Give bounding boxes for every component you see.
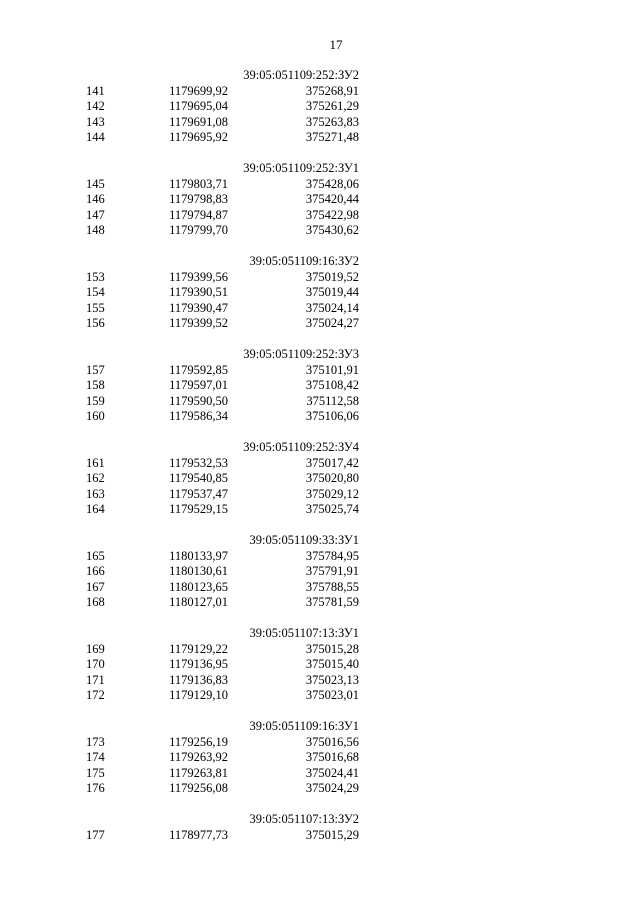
coordinate-row (0, 657, 640, 673)
x-coordinate: 1179540,85 (169, 471, 228, 485)
x-coordinate: 1179136,95 (169, 657, 228, 671)
point-number: 145 (86, 176, 105, 191)
parcel-id (0, 161, 640, 177)
coordinate-row (0, 301, 640, 317)
point-number: 172 (86, 688, 105, 702)
coordinate-row (0, 378, 640, 394)
x-coordinate: 1179136,83 (169, 672, 228, 687)
y-coordinate: 375106,06 (305, 409, 359, 423)
parcel-id (0, 254, 640, 270)
parcel-block (0, 533, 640, 611)
parcel-id-text: 39:05:051109:252:ЗУ4 (243, 440, 359, 454)
x-coordinate: 1179699,92 (169, 83, 228, 98)
point-number: 175 (86, 765, 105, 780)
y-coordinate: 375430,62 (305, 223, 359, 237)
x-coordinate: 1179263,92 (169, 750, 228, 764)
coordinate-row (0, 564, 640, 580)
coordinate-row (0, 409, 640, 425)
point-number: 156 (86, 316, 105, 330)
x-coordinate: 1179390,47 (169, 300, 228, 315)
point-number: 174 (86, 750, 105, 764)
y-coordinate: 375016,68 (305, 750, 359, 764)
x-coordinate: 1179256,08 (169, 781, 228, 795)
coordinate-row (0, 223, 640, 239)
coordinate-row (0, 270, 640, 286)
parcel-id-text: 39:05:051109:252:ЗУ1 (243, 161, 359, 175)
y-coordinate: 375025,74 (305, 502, 359, 516)
parcel-block (0, 812, 640, 843)
x-coordinate: 1180127,01 (169, 595, 228, 609)
parcel-id-text: 39:05:051109:252:ЗУ3 (243, 347, 359, 361)
x-coordinate: 1179399,56 (169, 269, 228, 284)
point-number: 144 (86, 130, 105, 144)
coordinate-row (0, 487, 640, 503)
coordinate-row (0, 580, 640, 596)
point-number: 148 (86, 223, 105, 237)
y-coordinate: 375108,42 (305, 378, 359, 392)
point-number: 165 (86, 548, 105, 563)
x-coordinate: 1179390,51 (169, 285, 228, 299)
x-coordinate: 1179597,01 (169, 378, 228, 392)
x-coordinate: 1179129,10 (169, 688, 228, 702)
coordinate-row (0, 208, 640, 224)
x-coordinate: 1179695,92 (169, 130, 228, 144)
parcel-block (0, 254, 640, 332)
coordinate-row (0, 549, 640, 565)
coordinate-row (0, 828, 640, 844)
x-coordinate: 1179399,52 (169, 316, 228, 330)
coordinate-row (0, 192, 640, 208)
point-number: 160 (86, 409, 105, 423)
y-coordinate: 375420,44 (305, 192, 359, 206)
y-coordinate: 375029,12 (305, 486, 359, 501)
y-coordinate: 375271,48 (305, 130, 359, 144)
point-number: 169 (86, 641, 105, 656)
point-number: 163 (86, 486, 105, 501)
point-number: 176 (86, 781, 105, 795)
parcel-id-text: 39:05:051107:13:ЗУ1 (249, 626, 359, 640)
parcel-id (0, 68, 640, 84)
point-number: 154 (86, 285, 105, 299)
x-coordinate: 1179129,22 (169, 641, 228, 656)
y-coordinate: 375019,44 (305, 285, 359, 299)
y-coordinate: 375101,91 (305, 362, 359, 377)
y-coordinate: 375015,28 (305, 641, 359, 656)
coordinate-row (0, 642, 640, 658)
y-coordinate: 375268,91 (305, 83, 359, 98)
point-number: 141 (86, 83, 105, 98)
y-coordinate: 375015,29 (305, 827, 359, 842)
point-number: 157 (86, 362, 105, 377)
y-coordinate: 375784,95 (305, 548, 359, 563)
coordinate-row (0, 115, 640, 131)
coordinate-row (0, 177, 640, 193)
x-coordinate: 1179532,53 (169, 455, 228, 470)
coordinate-row (0, 471, 640, 487)
coordinate-row (0, 363, 640, 379)
y-coordinate: 375781,59 (305, 595, 359, 609)
x-coordinate: 1179537,47 (169, 486, 228, 501)
point-number: 143 (86, 114, 105, 129)
point-number: 166 (86, 564, 105, 578)
y-coordinate: 375023,13 (305, 672, 359, 687)
point-number: 173 (86, 734, 105, 749)
point-number: 146 (86, 192, 105, 206)
y-coordinate: 375791,91 (305, 564, 359, 578)
coordinate-row (0, 781, 640, 797)
parcel-block (0, 719, 640, 797)
point-number: 177 (86, 827, 105, 842)
coordinate-row (0, 84, 640, 100)
x-coordinate: 1179695,04 (169, 99, 228, 113)
y-coordinate: 375020,80 (305, 471, 359, 485)
y-coordinate: 375024,29 (305, 781, 359, 795)
x-coordinate: 1179798,83 (169, 192, 228, 206)
parcel-id-text: 39:05:051109:16:ЗУ2 (249, 254, 359, 268)
parcel-block (0, 440, 640, 518)
coordinate-row (0, 99, 640, 115)
coordinate-row (0, 766, 640, 782)
x-coordinate: 1179586,34 (169, 409, 228, 423)
coordinate-row (0, 750, 640, 766)
x-coordinate: 1178977,73 (169, 827, 228, 842)
y-coordinate: 375023,01 (305, 688, 359, 702)
coordinate-row (0, 456, 640, 472)
parcel-block (0, 161, 640, 239)
point-number: 158 (86, 378, 105, 392)
y-coordinate: 375024,27 (305, 316, 359, 330)
coordinate-listing (0, 68, 640, 859)
coordinate-row (0, 316, 640, 332)
parcel-id (0, 812, 640, 828)
coordinate-row (0, 688, 640, 704)
x-coordinate: 1180133,97 (169, 548, 228, 563)
point-number: 161 (86, 455, 105, 470)
parcel-id (0, 347, 640, 363)
parcel-block (0, 347, 640, 425)
y-coordinate: 375428,06 (305, 176, 359, 191)
y-coordinate: 375024,14 (305, 300, 359, 315)
x-coordinate: 1179263,81 (169, 765, 228, 780)
y-coordinate: 375261,29 (305, 99, 359, 113)
y-coordinate: 375788,55 (305, 579, 359, 594)
point-number: 168 (86, 595, 105, 609)
point-number: 153 (86, 269, 105, 284)
coordinate-row (0, 130, 640, 146)
point-number: 142 (86, 99, 105, 113)
parcel-id-text: 39:05:051109:16:ЗУ1 (249, 719, 359, 733)
point-number: 155 (86, 300, 105, 315)
parcel-id-text: 39:05:051109:252:ЗУ2 (243, 68, 359, 82)
x-coordinate: 1179592,85 (169, 362, 228, 377)
coordinate-row (0, 595, 640, 611)
point-number: 167 (86, 579, 105, 594)
y-coordinate: 375019,52 (305, 269, 359, 284)
page-number: 17 (329, 37, 343, 52)
parcel-id-text: 39:05:051109:33:ЗУ1 (249, 533, 359, 547)
x-coordinate: 1179794,87 (169, 207, 228, 222)
y-coordinate: 375024,41 (305, 765, 359, 780)
y-coordinate: 375017,42 (305, 455, 359, 470)
point-number: 164 (86, 502, 105, 516)
y-coordinate: 375263,83 (305, 114, 359, 129)
coordinate-row (0, 735, 640, 751)
coordinate-row (0, 502, 640, 518)
parcel-id (0, 626, 640, 642)
parcel-block (0, 68, 640, 146)
point-number: 162 (86, 471, 105, 485)
coordinate-row (0, 673, 640, 689)
x-coordinate: 1179803,71 (169, 176, 228, 191)
parcel-id-text: 39:05:051107:13:ЗУ2 (249, 812, 359, 826)
y-coordinate: 375422,98 (305, 207, 359, 222)
y-coordinate: 375016,56 (305, 734, 359, 749)
point-number: 159 (86, 393, 105, 408)
x-coordinate: 1179799,70 (169, 223, 228, 237)
x-coordinate: 1179529,15 (169, 502, 228, 516)
parcel-id (0, 533, 640, 549)
parcel-id (0, 440, 640, 456)
y-coordinate: 375112,58 (306, 393, 359, 408)
x-coordinate: 1180130,61 (169, 564, 228, 578)
point-number: 170 (86, 657, 105, 671)
point-number: 147 (86, 207, 105, 222)
point-number: 171 (86, 672, 105, 687)
x-coordinate: 1180123,65 (169, 579, 228, 594)
coordinate-row (0, 394, 640, 410)
x-coordinate: 1179691,08 (169, 114, 228, 129)
x-coordinate: 1179256,19 (169, 734, 228, 749)
coordinate-row (0, 285, 640, 301)
parcel-id (0, 719, 640, 735)
x-coordinate: 1179590,50 (169, 393, 228, 408)
parcel-block (0, 626, 640, 704)
y-coordinate: 375015,40 (305, 657, 359, 671)
